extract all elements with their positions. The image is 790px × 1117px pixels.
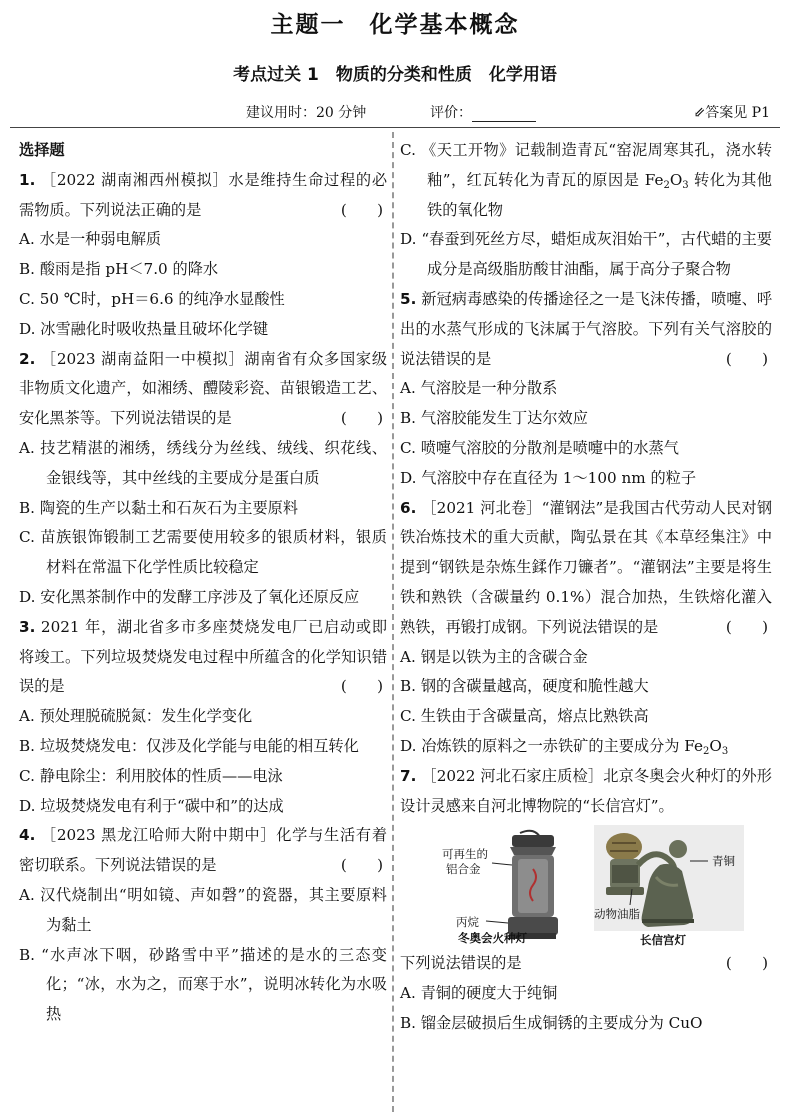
question-stem: ［2023 黑龙江哈师大附中期中］化学与生活有着密切联系。下列说法错误的是	[19, 826, 388, 875]
question-4: 4. ［2023 黑龙江哈师大附中期中］化学与生活有着密切联系。下列说法错误的是 ( )	[19, 821, 387, 881]
option: C. 《天工开物》记载制造青瓦“窑泥周寒其孔，浇水转釉”，红瓦转化为青瓦的原因是 $Fe_2O_3$ 转化为其他铁的氧化物	[400, 141, 772, 219]
title-topic: 主题一	[270, 12, 346, 38]
answer-reference: ⇙答案见 P1	[693, 105, 770, 121]
option: B. 镏金层破损后生成铜锈的主要成分为 CuO	[400, 1013, 703, 1032]
option: D. 垃圾焚烧发电有利于“碳中和”的达成	[19, 796, 284, 815]
evaluation-blank	[472, 107, 536, 122]
option: A. 预处理脱硫脱氮：发生化学变化	[19, 707, 253, 726]
answer-bracket: ( )	[725, 349, 769, 368]
option: B. 钢的含碳量越高，硬度和脆性越大	[400, 677, 649, 696]
question-1: 1. ［2022 湖南湘西州模拟］水是维持生命过程的必需物质。下列说法正确的是 ( )	[19, 166, 387, 226]
option: A. 钢是以铁为主的含碳合金	[400, 647, 588, 666]
left-column	[19, 136, 387, 1030]
question-stem: 2021 年，湖北省多市多座焚烧发电厂已启动或即将竣工。下列垃圾焚烧发电过程中所蕴含的化学知识错误的是	[19, 617, 388, 696]
header-rule	[10, 127, 780, 128]
option: B. 陶瓷的生产以黏土和石灰石为主要原料	[19, 498, 299, 517]
option: C. 静电除尘：利用胶体的性质——电泳	[19, 766, 283, 785]
question-7-prompt	[400, 949, 772, 979]
figure-lamps	[400, 825, 772, 947]
question-stem: ［2023 湖南益阳一中模拟］湖南省有众多国家级非物质文化遗产，如湘绣、醴陵彩瓷、苗银锻造工艺、安化黑茶等。下列说法错误的是	[19, 349, 388, 428]
changxin-palace-lamp-figure	[594, 825, 744, 947]
label-animal-fat: 动物油脂	[594, 907, 640, 922]
option: C. 喷嚏气溶胶的分散剂是喷嚏中的水蒸气	[400, 438, 679, 457]
option: A. 水是一种弱电解质	[19, 230, 162, 249]
question-3: 3. 2021 年，湖北省多市多座焚烧发电厂已启动或即将竣工。下列垃圾焚烧发电过程中所蕴含的化学知识错误的是 ( )	[19, 613, 387, 702]
question-stem: ［2022 河北石家庄质检］北京冬奥会火种灯的外形设计灵感来自河北博物院的“长信宫灯”。	[400, 766, 772, 815]
page-title	[0, 6, 790, 39]
question-6: 6. ［2021 河北卷］“灌钢法”是我国古代劳动人民对钢铁冶炼技术的重大贡献，陶弘景在其《本草经集注》中提到“钢铁是杂炼生鍒作刀镰者”。“灌钢法”主要是将生铁和熟铁（含碳量约 0.1%）混合加热，生铁熔化灌入熟铁，再锻打成钢。下列说法错误的是 ( )	[400, 494, 772, 643]
answer-bracket: ( )	[340, 856, 384, 875]
evaluation	[430, 102, 536, 122]
section-heading: 选择题	[19, 141, 65, 159]
option: A. 技艺精湛的湘绣，绣线分为丝线、绒线、织花线、金银线等，其中丝线的主要成分是蛋白质	[19, 438, 387, 487]
option: B. 气溶胶能发生丁达尔效应	[400, 409, 588, 428]
question-2: 2. ［2023 湖南益阳一中模拟］湖南省有众多国家级非物质文化遗产，如湘绣、醴陵彩瓷、苗银锻造工艺、安化黑茶等。下列说法错误的是 ( )	[19, 345, 387, 434]
option: B. 酸雨是指 pH＜7.0 的降水	[19, 260, 219, 279]
meta-row	[0, 102, 790, 124]
option: C. 50 ℃时，pH＝6.6 的纯净水显酸性	[19, 289, 285, 308]
page-subtitle: 考点过关 1 物质的分类和性质 化学用语	[233, 65, 557, 85]
caption-olympic-lamp: 冬奥会火种灯	[458, 931, 527, 946]
option: D. 冶炼铁的原料之一赤铁矿的主要成分为 $Fe_2O_3$	[400, 736, 729, 757]
option: A. 青铜的硬度大于纯铜	[400, 984, 558, 1003]
label-recyclable: 可再生的	[442, 847, 488, 862]
question-stem: 下列说法错误的是	[400, 954, 522, 973]
question-stem: ［2022 湖南湘西州模拟］水是维持生命过程的必需物质。下列说法正确的是	[19, 170, 388, 219]
label-aluminum-alloy: 铝合金	[446, 862, 481, 877]
evaluation-label: 评价：	[430, 105, 472, 121]
answer-bracket: ( )	[725, 617, 769, 636]
answer-bracket: ( )	[340, 677, 384, 696]
suggested-time: 建议用时：20 分钟	[246, 105, 367, 121]
question-stem: 新冠病毒感染的传播途径之一是飞沫传播，喷嚏、呼出的水蒸气形成的飞沫属于气溶胶。下列有关气溶胶的说法错误的是	[400, 289, 773, 368]
answer-bracket: ( )	[725, 954, 769, 973]
option: D. 安化黑茶制作中的发酵工序涉及了氧化还原反应	[19, 587, 360, 606]
changxin-palace-lamp-illustration	[594, 825, 744, 947]
option: A. 汉代烧制出“明如镜、声如磬”的瓷器，其主要原料为黏土	[19, 885, 387, 934]
answer-bracket: ( )	[340, 200, 384, 219]
caption-changxin-lamp: 长信宫灯	[640, 933, 686, 948]
answer-bracket: ( )	[340, 409, 384, 428]
option: D. 气溶胶中存在直径为 1～100 nm 的粒子	[400, 468, 697, 487]
option: B. 垃圾焚烧发电：仅涉及化学能与电能的相互转化	[19, 736, 359, 755]
option: B. “水声冰下咽，砂路雪中平”描述的是水的三态变化；“冰，水为之，而寒于水”，说明冰转化为水吸热	[19, 945, 387, 1024]
option: A. 气溶胶是一种分散系	[400, 379, 558, 398]
question-stem: ［2021 河北卷］“灌钢法”是我国古代劳动人民对钢铁冶炼技术的重大贡献，陶弘景在其《本草经集注》中提到“钢铁是杂炼生鍒作刀镰者”。“灌钢法”主要是将生铁和熟铁（含碳量约 0.1%）混合加热，生铁熔化灌入熟铁，再锻打成钢。下列说法错误的是	[400, 498, 773, 636]
column-divider	[392, 132, 394, 1112]
option: D. “春蚕到死丝方尽，蜡炬成灰泪始干”，古代蜡的主要成分是高级脂肪酸甘油酯，属于高分子聚合物	[400, 230, 772, 279]
label-bronze: 青铜	[712, 854, 735, 869]
question-7: 7. ［2022 河北石家庄质检］北京冬奥会火种灯的外形设计灵感来自河北博物院的“长信宫灯”。	[400, 766, 772, 815]
option: C. 生铁由于含碳量高，熔点比熟铁高	[400, 707, 649, 726]
question-5: 5. 新冠病毒感染的传播途径之一是飞沫传播，喷嚏、呼出的水蒸气形成的飞沫属于气溶胶。下列有关气溶胶的说法错误的是 ( )	[400, 285, 772, 374]
title-subject: 化学基本概念	[369, 12, 520, 38]
olympic-torch-lamp-figure	[440, 825, 580, 947]
option: C. 苗族银饰锻制工艺需要使用较多的银质材料，银质材料在常温下化学性质比较稳定	[19, 528, 387, 577]
option: D. 冰雪融化时吸收热量且破坏化学键	[19, 319, 269, 338]
label-propane: 丙烷	[456, 915, 479, 930]
right-column	[400, 136, 772, 1039]
